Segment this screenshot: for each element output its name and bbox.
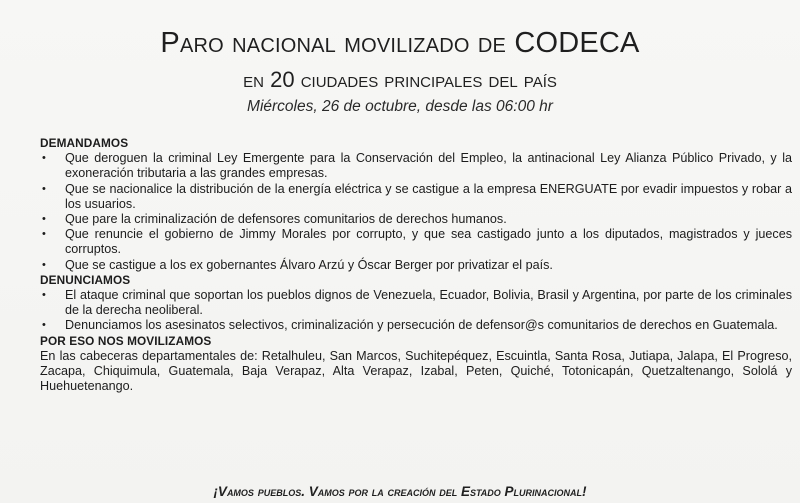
denunciation-item: • Denunciamos los asesinatos selectivos, criminalización y persecución de defensor@s comunitarios de derechos en Guatemala. xyxy=(40,318,792,333)
title-organization: CODECA xyxy=(514,27,640,59)
demands-list xyxy=(40,151,792,273)
denunciation-item: • El ataque criminal que soportan los pueblos dignos de Venezuela, Ecuador, Bolivia, Brasil y Argentina, por parte de los criminales de la derecha neoliberal. xyxy=(40,288,792,318)
subtitle-number: 20 xyxy=(270,67,295,92)
demand-item: • Que se nacionalice la distribución de la energía eléctrica y se castigue a la empresa ENERGUATE por evadir impuestos y robar a los usuarios. xyxy=(40,182,792,212)
demand-item: • Que se castigue a los ex gobernantes Álvaro Arzú y Óscar Berger por privatizar el país. xyxy=(40,258,792,273)
footer-slogan: ¡Vamos pueblos. Vamos por la creación del Estado Plurinacional! xyxy=(213,484,587,499)
flyer-title xyxy=(0,26,800,60)
section-heading-denunciamos: DENUNCIAMOS xyxy=(40,272,131,287)
section-heading-movilizamos: POR ESO NOS MOVILIZAMOS xyxy=(40,333,212,348)
flyer-subtitle xyxy=(0,66,800,94)
section-heading-demandamos: DEMANDAMOS xyxy=(40,136,129,150)
subtitle-rest: ciudades principales del país xyxy=(300,67,557,92)
denunciations-list xyxy=(40,288,792,334)
flyer-content xyxy=(40,136,792,394)
title-prefix: Paro nacional movilizado de xyxy=(160,27,507,59)
demand-item: • Que deroguen la criminal Ley Emergente para la Conservación del Empleo, la antinacional Ley Alianza Público Privado, y la exoneración tributaria a las grandes empresas. xyxy=(40,151,792,181)
mobilization-cities-text: En las cabeceras departamentales de: Retalhuleu, San Marcos, Suchitepéquez, Escuintla, Santa Rosa, Jutiapa, Jalapa, El Progreso, Zacapa, Chiquimula, Guatemala, Baja Verapaz, Alta Verapaz, Izabal, Peten, Quiché, Totonicapán, Quetzaltenango, Sololá y Huehuetenango. xyxy=(40,348,792,394)
subtitle-prefix: en xyxy=(243,67,264,92)
demand-item: • Que renuncie el gobierno de Jimmy Morales por corrupto, y que sea castigado junto a los diputados, magistrados y jueces corruptos. xyxy=(40,227,792,257)
demand-item: • Que pare la criminalización de defensores comunitarios de derechos humanos. xyxy=(40,212,792,227)
event-date: Miércoles, 26 de octubre, desde las 06:00 hr xyxy=(247,98,553,115)
